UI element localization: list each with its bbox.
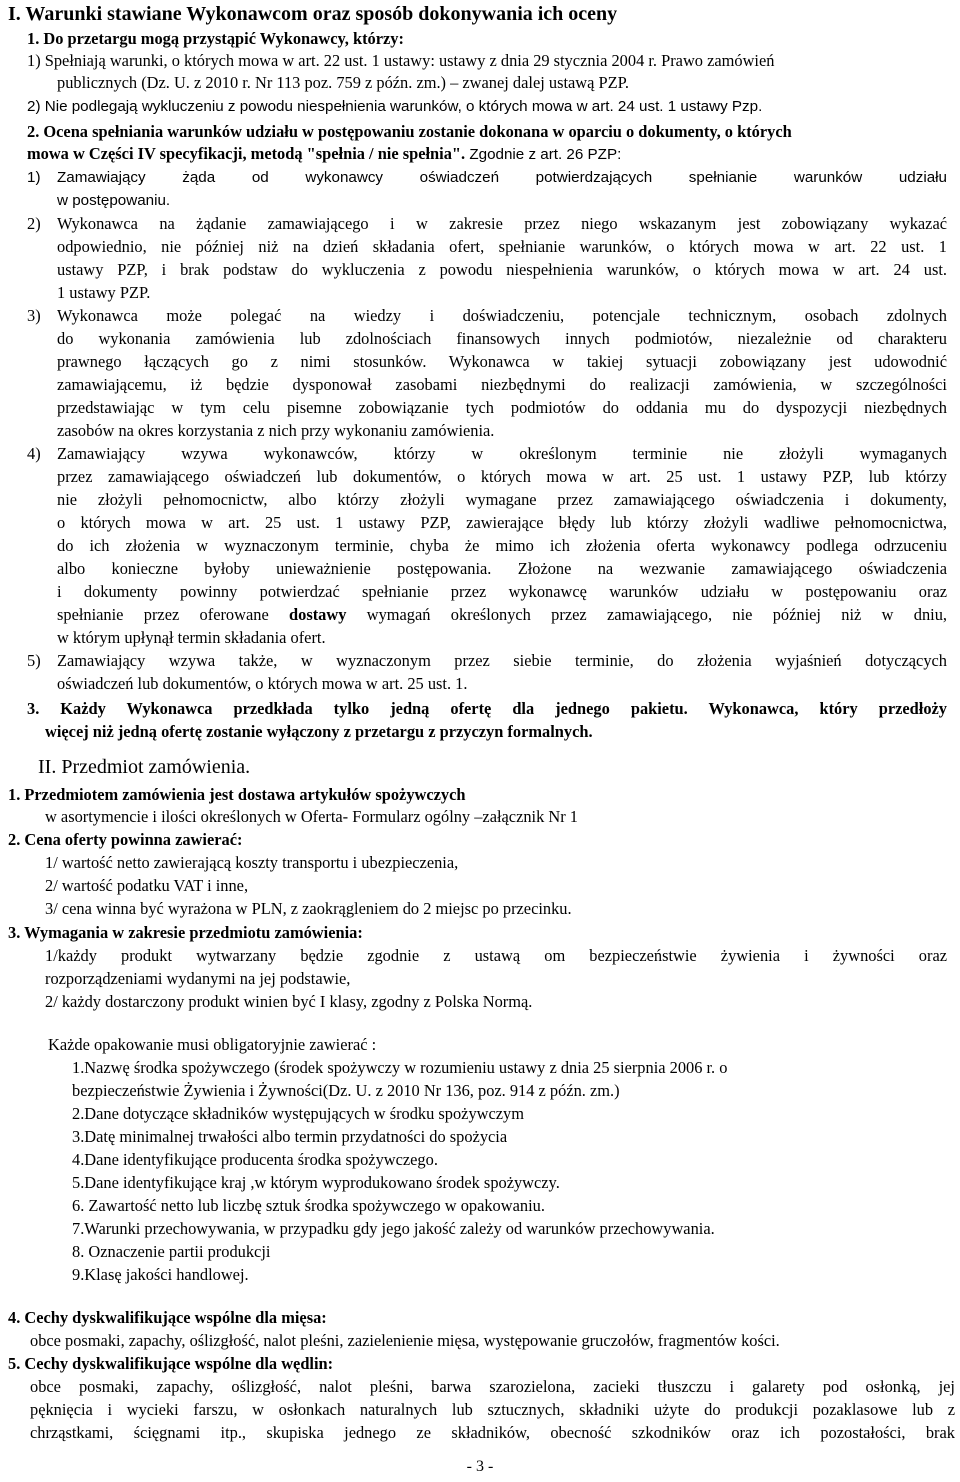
rule-3-line-1: Wykonawca może polegać na wiedzy i doświadczeniu, potencjale technicznym, osobach zdolnych [57,306,947,325]
subject-1-heading: 1. Przedmiotem zamówienia jest dostawa artykułów spożywczych [8,785,466,804]
rule-1-line-1: Zamawiający żąda od wykonawcy oświadczeń potwierdzających spełnianie warunków udziału [57,169,947,186]
packaging-item-2: 2.Dane dotyczące składników występujących w środku spożywczym [72,1104,524,1123]
packaging-item-1-cont: bezpieczeństwie Żywienia i Żywności(Dz. U. z 2010 Nr 136, poz. 914 z późn. zm.) [72,1081,620,1100]
rule-3-line-4: zamawiającemu, iż będzie dysponował zasobami niezbędnymi do realizacji zamówienia, w szczególności [57,375,947,394]
rule-4-line-8-part-c: wymagań określonych przez zamawiającego, nie później niż w dniu, [346,605,947,624]
rule-4-line-9: w którym upłynął termin składania ofert. [57,628,326,647]
rule-2-line-1: Wykonawca na żądanie zamawiającego i w zakresie przez niego wskazanym jest zobowiązany wykazać [57,214,947,233]
page-number: - 3 - [466,1458,494,1475]
paragraph-3-line-2: więcej niż jedną ofertę zostanie wyłączony z przetargu z przyczyn formalnych. [45,722,593,741]
rule-3-number: 3) [27,306,41,325]
requirements-line-1: 1/każdy produkt wytwarzany będzie zgodnie z ustawą om bezpieczeństwie żywienia i żywności oraz [45,946,947,965]
rule-5-line-1: Zamawiający wzywa także, w wyznaczonym przez siebie terminie, do złożenia wyjaśnień dotyczących [57,651,947,670]
rule-3-line-2: do wykonania zamówienia lub zdolnościach finansowych innych podmiotów, niezależnie od charakteru [57,329,947,348]
section-1-heading: I. Warunki stawiane Wykonawcom oraz sposób dokonywania ich oceny [8,3,618,25]
rule-5-line-2: oświadczeń lub dokumentów, o których mowa w art. 25 ust. 1. [57,674,468,693]
requirements-heading: 3. Wymagania w zakresie przedmiotu zamówienia: [8,923,363,942]
rule-4-line-5: do ich złożenia w wyznaczonym terminie, chyba że mimo ich złożenia oferta wykonawcy podlega odrzuceniu [57,536,947,555]
cold-cuts-line-1: obce posmaki, zapachy, oślizgłość, nalot pleśni, barwa szarozielona, zacieki tłuszczu i galarety pod osłonką, jej [30,1377,955,1396]
rule-1-number: 1) [27,169,41,186]
rule-4-line-1: Zamawiający wzywa wykonawców, którzy w określonym terminie nie złożyli wymaganych [57,444,947,463]
rule-2-number: 2) [27,214,41,233]
requirements-line-2: rozporządzeniami wydanymi na jej podstawie, [45,969,351,988]
packaging-item-7: 7.Warunki przechowywania, w przypadku gdy jego jakość zależy od warunków przechowywania. [72,1219,715,1238]
meat-line-1: obce posmaki, zapachy, oślizgłość, nalot pleśni, zazielenienie mięsa, występowanie gruczołów, fragmentów kości. [30,1331,780,1350]
price-heading: 2. Cena oferty powinna zawierać: [8,830,243,849]
price-item-3: 3/ cena winna być wyrażona w PLN, z zaokrągleniem do 2 miejsc po przecinku. [45,899,572,918]
section-2-heading: II. Przedmiot zamówienia. [38,756,251,778]
rule-4-line-4: o których mowa w art. 25 ust. 1 ustawy PZP, zawierające błędy lub którzy złożyli wadliwe pełnomocnictwa, [57,513,947,532]
item-1-line-1: 1) Spełniają warunki, o których mowa w art. 22 ust. 1 ustawy: ustawy z dnia 29 stycznia 2004 r. Prawo zamówień [27,51,775,70]
rule-4-line-8-bold: dostawy [289,605,347,624]
item-1-line-2: publicznych (Dz. U. z 2010 r. Nr 113 poz. 759 z późn. zm.) – zwanej dalej ustawą PZP. [57,73,630,92]
rule-3-line-3: prawnego łączących go z nimi stosunków. Wykonawca w takiej sytuacji zobowiązany jest udowodnić [57,352,947,371]
subject-1-line-2: w asortymencie i ilości określonych w Oferta- Formularz ogólny –załącznik Nr 1 [45,807,578,826]
rule-4-line-2: przez zamawiającego oświadczeń lub dokumentów, o których mowa w art. 25 ust. 1 ustawy PZP, lub którzy [57,467,947,486]
cold-cuts-line-2: pęknięcia i wycieki farszu, w osłonkach naturalnych lub sztucznych, składniki użyte do produkcji pozaklasowe lub z [30,1400,955,1419]
rule-4-line-8-part-a: spełnianie przez oferowane [57,605,290,624]
rule-4-line-7: i dokumenty powinny potwierdzać spełnianie przez wykonawcę warunków udziału w postępowaniu oraz [57,582,947,601]
paragraph-2-line-1: 2. Ocena spełniania warunków udziału w postępowaniu zostanie dokonana w oparciu o dokumenty, o których [27,122,792,141]
rule-3-line-5: przedstawiając w tym celu pisemne zobowiązanie tych podmiotów do oddania mu do dyspozycji niezbędnych [57,398,947,417]
packaging-item-5: 5.Dane identyfikujące kraj ,w którym wyprodukowano środek spożywczy. [72,1173,560,1192]
rule-4-line-6: albo konieczne byłoby unieważnienie postępowania. Złożone na wezwanie zamawiającego oświadczenia [57,559,947,578]
item-2-line-1: 2) Nie podlegają wykluczeniu z powodu niespełnienia warunków, o których mowa w art. 24 ust. 1 ustawy Pzp. [27,98,763,115]
rule-4-line-8 [57,604,947,627]
paragraph-3-line-1: 3. Każdy Wykonawca przedkłada tylko jedną ofertę dla jednego pakietu. Wykonawca, który przedłoży [27,699,947,718]
meat-heading: 4. Cechy dyskwalifikujące wspólne dla mięsa: [8,1308,327,1327]
rule-2-line-2: odpowiednio, nie później niż na dzień składania ofert, spełnianie warunków, o których mowa w art. 22 ust. 1 [57,237,947,256]
price-item-1: 1/ wartość netto zawierającą koszty transportu i ubezpieczenia, [45,853,459,872]
rule-2-line-4: 1 ustawy PZP. [57,283,151,302]
packaging-item-9: 9.Klasę jakości handlowej. [72,1265,249,1284]
packaging-item-4: 4.Dane identyfikujące producenta środka spożywczego. [72,1150,438,1169]
paragraph-2-bold-text: mowa w Części IV specyfikacji, metodą "spełnia / nie spełnia". [27,144,466,163]
cold-cuts-heading: 5. Cechy dyskwalifikujące wspólne dla wędlin: [8,1354,334,1373]
rule-3-line-6: zasobów na okres korzystania z nich przy wykonaniu zamówienia. [57,421,495,440]
packaging-item-8: 8. Oznaczenie partii produkcji [72,1242,271,1261]
rule-5-number: 5) [27,651,41,670]
packaging-intro: Każde opakowanie musi obligatoryjnie zawierać : [48,1035,377,1054]
price-item-2: 2/ wartość podatku VAT i inne, [45,876,249,895]
rule-1-line-2: w postępowaniu. [57,192,171,209]
cold-cuts-line-3: chrząstkami, ścięgnami itp., skupiska jednego ze składników, obecność szkodników oraz ich pozostałości, brak [30,1423,955,1442]
rule-2-line-3: ustawy PZP, i brak podstaw do wykluczenia z powodu niespełnienia warunków, o których mowa w art. 24 ust. [57,260,947,279]
rule-4-line-3: nie złożyli pełnomocnictw, albo którzy złożyli wymagane przez zamawiającego oświadczenia i dokumenty, [57,490,947,509]
requirements-line-3: 2/ każdy dostarczony produkt winien być I klasy, zgodny z Polska Normą. [45,992,533,1011]
packaging-item-1: 1.Nazwę środka spożywczego (środek spożywczy w rozumieniu ustawy z dnia 25 sierpnia 2006 r. o [72,1058,728,1077]
paragraph-2-rest-text: Zgodnie z art. 26 PZP: [465,146,622,163]
rule-4-number: 4) [27,444,41,463]
paragraph-2-line-2 [27,143,621,167]
paragraph-1-heading: 1. Do przetargu mogą przystąpić Wykonawcy, którzy: [27,29,404,48]
packaging-item-6: 6. Zawartość netto lub liczbę sztuk środka spożywczego w opakowaniu. [72,1196,545,1215]
packaging-item-3: 3.Datę minimalnej trwałości albo termin przydatności do spożycia [72,1127,508,1146]
